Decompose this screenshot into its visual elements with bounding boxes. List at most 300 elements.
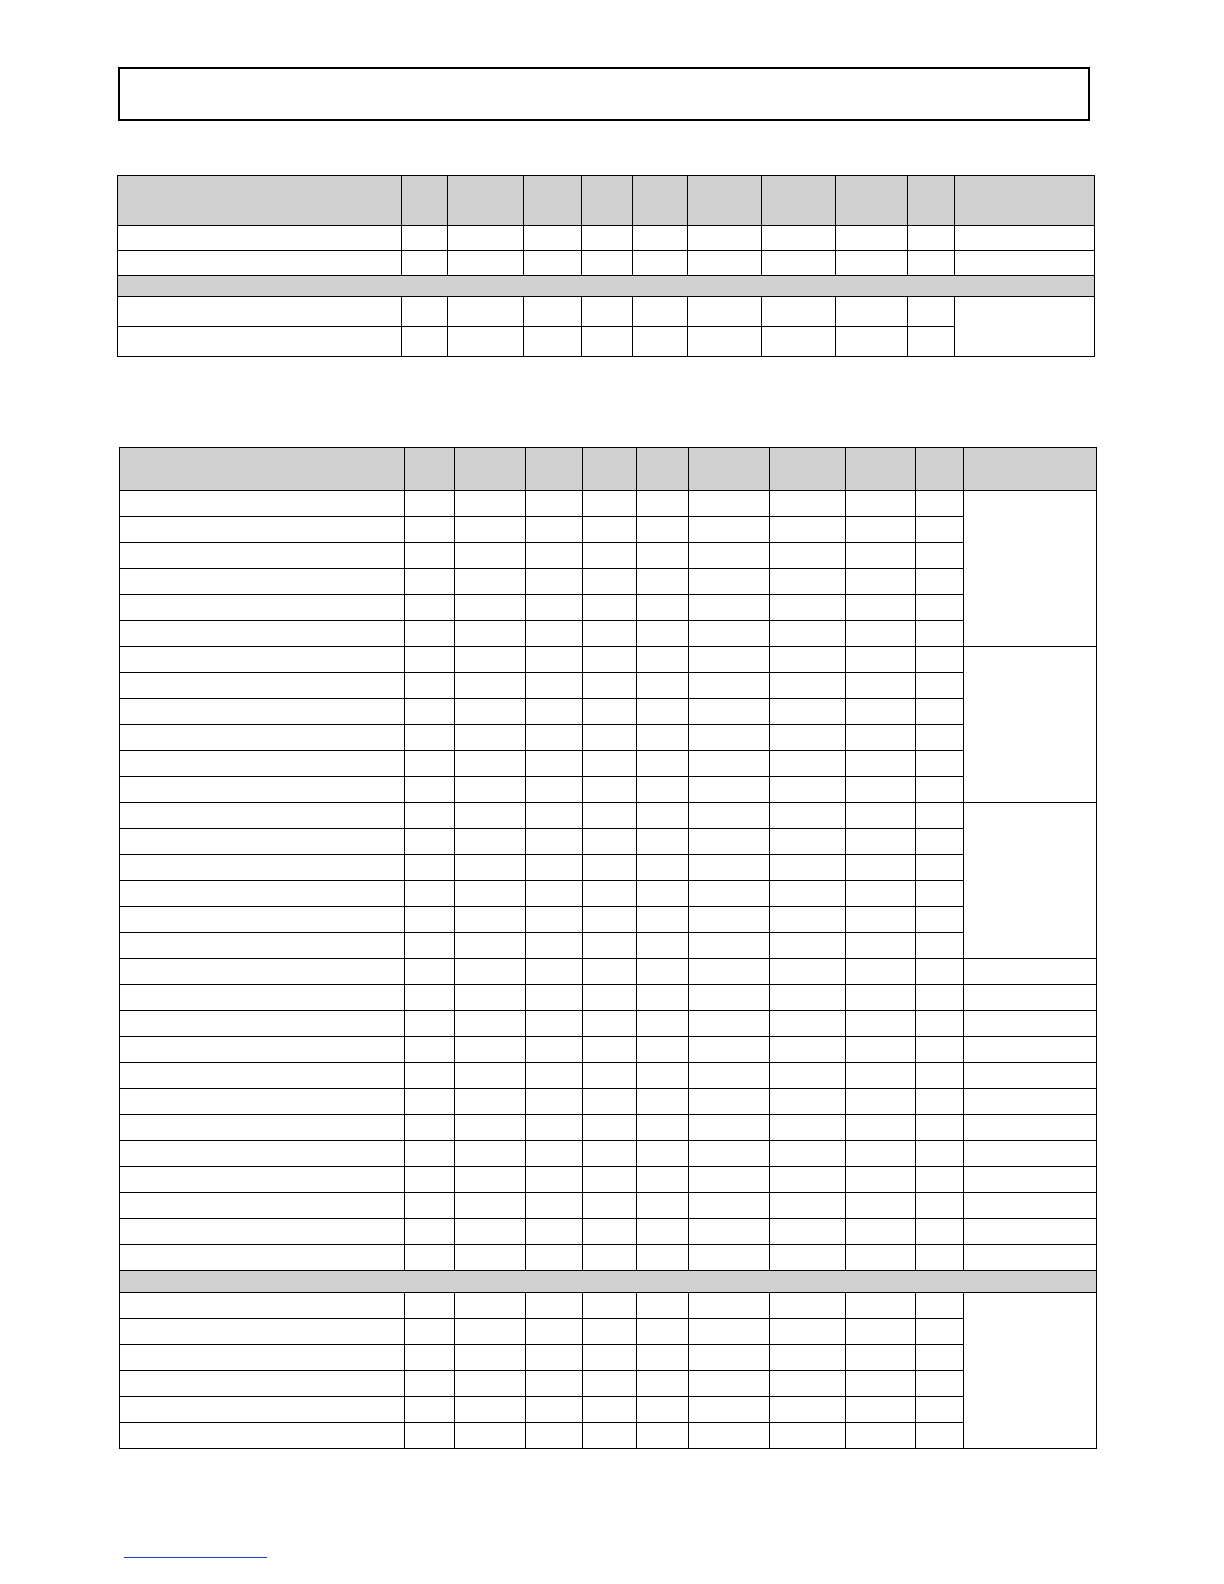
table-cell	[907, 226, 954, 251]
table-row	[118, 251, 1095, 276]
table-cell	[770, 569, 846, 595]
table-cell	[118, 297, 402, 327]
table-cell	[916, 985, 964, 1011]
table-cell	[770, 699, 846, 725]
table-cell	[118, 327, 402, 357]
table-cell	[689, 1345, 770, 1371]
table-cell	[637, 1141, 689, 1167]
column-header	[405, 448, 455, 491]
table-cell	[689, 985, 770, 1011]
table-cell	[637, 933, 689, 959]
table-cell	[526, 1219, 583, 1245]
table-cell	[583, 1167, 637, 1193]
table-cell	[526, 621, 583, 647]
table-cell	[405, 1371, 455, 1397]
table-cell	[583, 1371, 637, 1397]
table-cell	[526, 1089, 583, 1115]
table-cell	[583, 1193, 637, 1219]
table-cell	[637, 855, 689, 881]
table-cell	[405, 1037, 455, 1063]
table-cell	[637, 985, 689, 1011]
table-cell	[405, 1063, 455, 1089]
table-cell	[405, 881, 455, 907]
footer-link-line[interactable]	[124, 1557, 267, 1558]
column-header	[954, 176, 1094, 226]
table-cell	[526, 543, 583, 569]
table-row	[120, 517, 1097, 543]
table-cell	[120, 829, 405, 855]
table-cell	[583, 517, 637, 543]
table-cell	[583, 1141, 637, 1167]
table-cell	[637, 1115, 689, 1141]
table-cell	[583, 1319, 637, 1345]
table-cell	[526, 1423, 583, 1449]
table-row	[120, 673, 1097, 699]
table-cell	[916, 907, 964, 933]
table-cell	[405, 829, 455, 855]
table-cell	[120, 647, 405, 673]
column-header	[583, 448, 637, 491]
table-cell	[846, 829, 916, 855]
table-cell	[846, 803, 916, 829]
table-row	[120, 725, 1097, 751]
table-cell	[455, 1115, 526, 1141]
table-cell	[633, 297, 687, 327]
table-cell	[637, 621, 689, 647]
table-cell	[770, 517, 846, 543]
table-cell	[916, 881, 964, 907]
table-cell	[689, 959, 770, 985]
table-cell	[637, 569, 689, 595]
table-cell	[526, 699, 583, 725]
table-cell	[916, 855, 964, 881]
table-cell	[964, 1219, 1097, 1245]
table-cell	[633, 327, 687, 357]
table-cell	[770, 803, 846, 829]
table-cell	[689, 1423, 770, 1449]
table-cell	[637, 517, 689, 543]
table-cell	[526, 933, 583, 959]
table-cell	[761, 251, 835, 276]
table-cell	[689, 777, 770, 803]
table-cell	[637, 1423, 689, 1449]
table-cell	[689, 933, 770, 959]
table-cell	[770, 751, 846, 777]
column-header	[455, 448, 526, 491]
table-cell	[583, 673, 637, 699]
table-cell	[846, 907, 916, 933]
table-cell	[637, 1293, 689, 1319]
table-cell	[583, 1219, 637, 1245]
table-row	[120, 1167, 1097, 1193]
column-header	[448, 176, 524, 226]
table-cell	[455, 699, 526, 725]
table-cell	[526, 725, 583, 751]
table-cell	[689, 1397, 770, 1423]
table-cell	[402, 297, 448, 327]
table-cell	[455, 595, 526, 621]
table-cell	[846, 1397, 916, 1423]
table-cell	[524, 226, 582, 251]
table-cell	[637, 647, 689, 673]
table-cell	[120, 569, 405, 595]
table-cell	[405, 1141, 455, 1167]
table-cell	[689, 1141, 770, 1167]
table-cell	[964, 1063, 1097, 1089]
table-row	[120, 1115, 1097, 1141]
table-row	[120, 907, 1097, 933]
table-cell	[637, 751, 689, 777]
table-cell	[689, 1219, 770, 1245]
table-cell	[835, 226, 907, 251]
table-cell	[526, 777, 583, 803]
table-cell	[120, 803, 405, 829]
table-cell	[916, 1319, 964, 1345]
table-cell	[770, 985, 846, 1011]
table-cell	[455, 1193, 526, 1219]
table-cell	[583, 543, 637, 569]
table-row	[120, 829, 1097, 855]
table-cell	[687, 297, 761, 327]
table-cell	[954, 226, 1094, 251]
table-cell	[120, 1219, 405, 1245]
table-cell	[120, 1319, 405, 1345]
table-cell	[770, 543, 846, 569]
table-cell	[455, 1063, 526, 1089]
table-cell	[405, 985, 455, 1011]
table-cell	[582, 251, 633, 276]
table-cell	[448, 297, 524, 327]
table-cell	[455, 1345, 526, 1371]
table-cell	[405, 569, 455, 595]
table-cell	[455, 1219, 526, 1245]
table-cell	[689, 907, 770, 933]
table-cell	[120, 1397, 405, 1423]
table-cell	[770, 1063, 846, 1089]
table-cell	[405, 725, 455, 751]
table-cell	[689, 1063, 770, 1089]
table-cell	[402, 327, 448, 357]
table-cell	[916, 933, 964, 959]
table-cell	[120, 959, 405, 985]
table-cell	[916, 1193, 964, 1219]
table-cell	[916, 1371, 964, 1397]
table-cell	[687, 327, 761, 357]
table-cell	[405, 1423, 455, 1449]
table-cell	[405, 933, 455, 959]
table-cell	[120, 985, 405, 1011]
table-cell	[448, 251, 524, 276]
table-cell	[916, 1011, 964, 1037]
table-cell	[405, 647, 455, 673]
table-cell	[448, 226, 524, 251]
table-cell	[583, 803, 637, 829]
table-cell	[835, 297, 907, 327]
table-cell	[455, 829, 526, 855]
table-cell	[916, 1115, 964, 1141]
table-row	[120, 855, 1097, 881]
table-cell	[916, 1293, 964, 1319]
table-cell	[846, 1293, 916, 1319]
table-cell	[455, 933, 526, 959]
table-cell	[916, 1423, 964, 1449]
table-cell	[524, 327, 582, 357]
column-header	[770, 448, 846, 491]
table-cell	[846, 855, 916, 881]
table-cell	[964, 1089, 1097, 1115]
table-cell	[583, 1011, 637, 1037]
table-cell	[118, 251, 402, 276]
table-cell	[526, 881, 583, 907]
table-cell	[846, 543, 916, 569]
table-cell	[846, 1423, 916, 1449]
table-cell	[846, 1167, 916, 1193]
table-cell	[835, 327, 907, 357]
table-cell	[770, 1397, 846, 1423]
column-header	[633, 176, 687, 226]
table-cell	[846, 725, 916, 751]
table-cell	[405, 777, 455, 803]
table-cell	[916, 595, 964, 621]
table-cell	[526, 647, 583, 673]
table-cell	[916, 777, 964, 803]
table-cell	[916, 517, 964, 543]
table-cell	[405, 699, 455, 725]
table-cell	[583, 1037, 637, 1063]
table-cell	[120, 699, 405, 725]
table-cell	[405, 1293, 455, 1319]
table-cell	[583, 1089, 637, 1115]
table-cell	[846, 1115, 916, 1141]
table-cell	[637, 959, 689, 985]
table-cell	[916, 647, 964, 673]
table-row	[120, 1219, 1097, 1245]
table-cell	[964, 1011, 1097, 1037]
table-cell	[846, 1345, 916, 1371]
table-cell	[689, 1293, 770, 1319]
table-row	[120, 1423, 1097, 1449]
table-cell	[637, 1037, 689, 1063]
column-header	[687, 176, 761, 226]
table-cell	[120, 1423, 405, 1449]
table-cell	[637, 595, 689, 621]
table-cell	[770, 1345, 846, 1371]
column-header	[689, 448, 770, 491]
table-cell	[120, 1089, 405, 1115]
table-cell	[916, 543, 964, 569]
table-cell	[526, 1141, 583, 1167]
section-row	[120, 1271, 1097, 1293]
table-cell	[455, 621, 526, 647]
table-cell	[846, 569, 916, 595]
table-cell	[405, 595, 455, 621]
table-row	[120, 1345, 1097, 1371]
table-cell	[583, 647, 637, 673]
table-cell	[455, 907, 526, 933]
table-cell	[583, 1423, 637, 1449]
header-row	[118, 176, 1095, 226]
table-cell	[770, 881, 846, 907]
table-cell	[846, 491, 916, 517]
column-header	[120, 448, 405, 491]
table-cell	[637, 1397, 689, 1423]
table-cell	[526, 1063, 583, 1089]
table-cell	[455, 517, 526, 543]
table-cell	[455, 1397, 526, 1423]
table-cell	[770, 1167, 846, 1193]
table-cell	[405, 803, 455, 829]
column-header	[526, 448, 583, 491]
table-cell	[405, 907, 455, 933]
table-cell	[964, 1193, 1097, 1219]
table-cell	[761, 327, 835, 357]
table-cell	[637, 699, 689, 725]
table-cell	[846, 985, 916, 1011]
table-cell	[455, 543, 526, 569]
table-cell	[916, 699, 964, 725]
table-cell	[846, 1193, 916, 1219]
table-cell	[637, 1219, 689, 1245]
table-cell	[687, 251, 761, 276]
table-cell	[916, 751, 964, 777]
table-cell	[916, 1167, 964, 1193]
table-cell	[689, 1245, 770, 1271]
table-cell	[689, 1115, 770, 1141]
table-cell	[405, 1319, 455, 1345]
table-cell	[583, 621, 637, 647]
table-cell	[770, 1193, 846, 1219]
table-cell	[846, 1011, 916, 1037]
table-cell	[637, 777, 689, 803]
table-cell	[120, 543, 405, 569]
table-cell	[916, 803, 964, 829]
section-label	[118, 276, 1095, 297]
table-cell	[637, 1193, 689, 1219]
table-row	[118, 297, 1095, 327]
table-cell	[689, 621, 770, 647]
table-cell	[118, 226, 402, 251]
table-cell	[964, 959, 1097, 985]
table-cell	[120, 725, 405, 751]
table-cell	[770, 829, 846, 855]
table-cell	[526, 517, 583, 543]
table-cell	[846, 673, 916, 699]
table-cell	[524, 251, 582, 276]
table-cell	[583, 881, 637, 907]
table-cell	[526, 959, 583, 985]
table-cell	[455, 1037, 526, 1063]
table-cell	[120, 1245, 405, 1271]
table-cell	[405, 1193, 455, 1219]
table-cell	[770, 1371, 846, 1397]
table-cell	[405, 1089, 455, 1115]
table-cell	[770, 491, 846, 517]
table-cell	[583, 959, 637, 985]
table-cell	[120, 1141, 405, 1167]
table-cell	[689, 673, 770, 699]
table-cell	[689, 517, 770, 543]
table-cell	[770, 1089, 846, 1115]
table-cell	[526, 1037, 583, 1063]
table-cell	[120, 907, 405, 933]
table-cell	[526, 1345, 583, 1371]
table-cell	[455, 1141, 526, 1167]
table-cell	[583, 699, 637, 725]
table-cell	[120, 1063, 405, 1089]
table-row	[120, 699, 1097, 725]
table-cell	[687, 226, 761, 251]
table-cell	[846, 777, 916, 803]
table-row	[118, 327, 1095, 357]
table-cell	[916, 569, 964, 595]
table-row	[120, 1011, 1097, 1037]
table-cell	[583, 1115, 637, 1141]
table-cell	[846, 1089, 916, 1115]
table-cell	[405, 673, 455, 699]
table-cell	[689, 725, 770, 751]
table-cell	[583, 1245, 637, 1271]
table-cell	[120, 777, 405, 803]
table-cell	[846, 517, 916, 543]
table-cell	[637, 1063, 689, 1089]
table-cell	[120, 1011, 405, 1037]
table-cell	[770, 1219, 846, 1245]
table-cell	[916, 491, 964, 517]
table-cell	[405, 491, 455, 517]
table-cell	[120, 491, 405, 517]
column-header	[964, 448, 1097, 491]
table-cell	[689, 751, 770, 777]
table-cell	[455, 777, 526, 803]
table-cell	[405, 1167, 455, 1193]
table-cell	[637, 803, 689, 829]
table-cell	[526, 569, 583, 595]
table-cell	[120, 1193, 405, 1219]
table-cell	[637, 491, 689, 517]
table-cell	[455, 569, 526, 595]
table-cell	[770, 673, 846, 699]
table-cell	[402, 226, 448, 251]
table-cell	[120, 673, 405, 699]
table-row	[120, 621, 1097, 647]
summary-table	[117, 175, 1095, 357]
table-cell	[689, 1089, 770, 1115]
table-cell	[448, 327, 524, 357]
table-cell	[846, 933, 916, 959]
table-cell	[526, 1371, 583, 1397]
table-cell	[846, 1037, 916, 1063]
header-row	[120, 448, 1097, 491]
table-cell	[637, 673, 689, 699]
table-cell	[405, 855, 455, 881]
table-cell	[637, 1245, 689, 1271]
table-cell	[526, 1319, 583, 1345]
table-row	[120, 803, 1097, 829]
table-cell	[916, 1141, 964, 1167]
table-cell	[120, 881, 405, 907]
table-cell	[405, 543, 455, 569]
table-cell	[689, 829, 770, 855]
table-cell	[964, 1245, 1097, 1271]
table-row	[120, 1245, 1097, 1271]
column-header	[761, 176, 835, 226]
table-cell	[120, 621, 405, 647]
table-cell	[583, 491, 637, 517]
table-cell	[770, 1115, 846, 1141]
table-cell	[770, 959, 846, 985]
table-cell	[526, 751, 583, 777]
table-cell	[770, 725, 846, 751]
